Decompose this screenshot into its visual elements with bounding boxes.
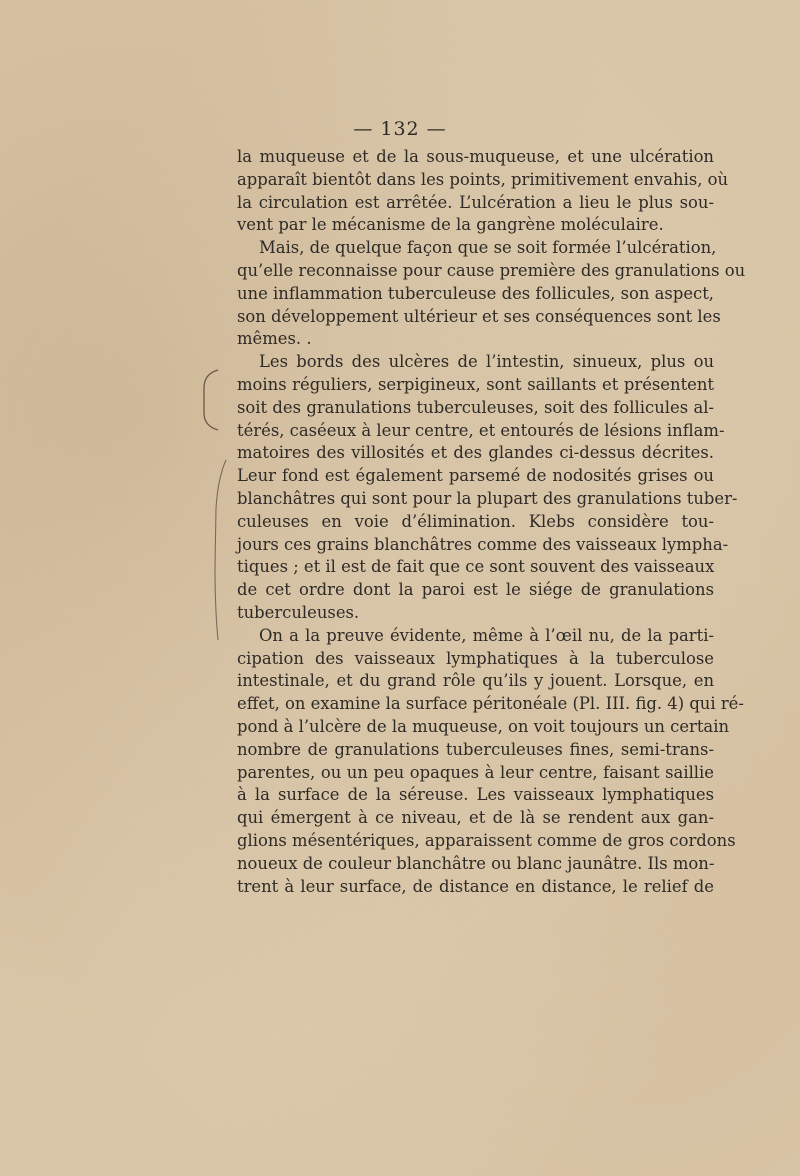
text-line: jours ces grains blanchâtres comme des vaisseaux lympha-	[237, 534, 729, 554]
text-line: apparaît bientôt dans les points, primitivement envahis, où	[237, 169, 729, 189]
page-number: — 132 —	[353, 118, 447, 140]
text-line: Les bords des ulcères de l’intestin, sinueux, plus ou	[259, 352, 714, 372]
text-line: qu’elle reconnaisse pour cause première des granulations ou	[237, 260, 746, 280]
text-line: cipation des vaisseaux lymphatiques à la tuberculose	[237, 648, 714, 668]
text-line: mêmes. .	[237, 329, 312, 349]
text-line: son développement ultérieur et ses conséquences sont les	[237, 306, 721, 326]
text-line: tuberculeuses.	[237, 602, 360, 622]
text-line: la circulation est arrêtée. L’ulcération a lieu le plus sou-	[237, 192, 714, 212]
text-line: intestinale, et du grand rôle qu’ils y jouent. Lorsque, en	[237, 671, 714, 691]
text-line: Leur fond est également parsemé de nodosités grises ou	[237, 466, 714, 486]
text-line: parentes, ou un peu opaques à leur centre, faisant saillie	[237, 762, 714, 782]
text-line: de cet ordre dont la paroi est le siége de granulations	[237, 580, 714, 600]
text-line: soit des granulations tuberculeuses, soit des follicules al-	[237, 397, 714, 417]
text-line: noueux de couleur blanchâtre ou blanc jaunâtre. Ils mon-	[237, 853, 715, 873]
text-line: la muqueuse et de la sous-muqueuse, et une ulcération	[237, 147, 714, 166]
text-line: culeuses en voie d’élimination. Klebs considère tou-	[237, 511, 714, 531]
text-line: matoires des villosités et des glandes ci-dessus décrites.	[237, 443, 714, 463]
text-line: vent par le mécanisme de la gangrène moléculaire.	[237, 215, 664, 235]
text-line: à la surface de la séreuse. Les vaisseaux lymphatiques	[237, 785, 714, 805]
text-line: une inflammation tuberculeuse des follicules, son aspect,	[237, 283, 714, 303]
text-line: blanchâtres qui sont pour la plupart des granulations tuber-	[237, 488, 738, 508]
text-line: On a la preuve évidente, même à l’œil nu, de la parti-	[259, 625, 714, 645]
text-line: qui émergent à ce niveau, et de là se rendent aux gan-	[237, 808, 714, 828]
text-line: tiques ; et il est de fait que ce sont souvent des vaisseaux	[237, 557, 715, 577]
text-line: pond à l’ulcère de la muqueuse, on voit toujours un certain	[237, 716, 730, 736]
text-line: Mais, de quelque façon que se soit formée l’ulcération,	[259, 238, 717, 258]
text-line: moins réguliers, serpigineux, sont saillants et présentent	[237, 374, 714, 394]
margin-bracket-mark	[196, 368, 236, 643]
text-line: nombre de granulations tuberculeuses fines, semi-trans-	[237, 739, 714, 759]
text-line: térés, caséeux à leur centre, et entourés de lésions inflam-	[237, 420, 725, 440]
text-line: effet, on examine la surface péritonéale (Pl. III. fig. 4) qui ré-	[237, 694, 744, 714]
text-line: glions mésentériques, apparaissent comme de gros cordons	[237, 830, 736, 850]
text-line: trent à leur surface, de distance en distance, le relief de	[237, 876, 714, 896]
body-text	[237, 146, 746, 898]
